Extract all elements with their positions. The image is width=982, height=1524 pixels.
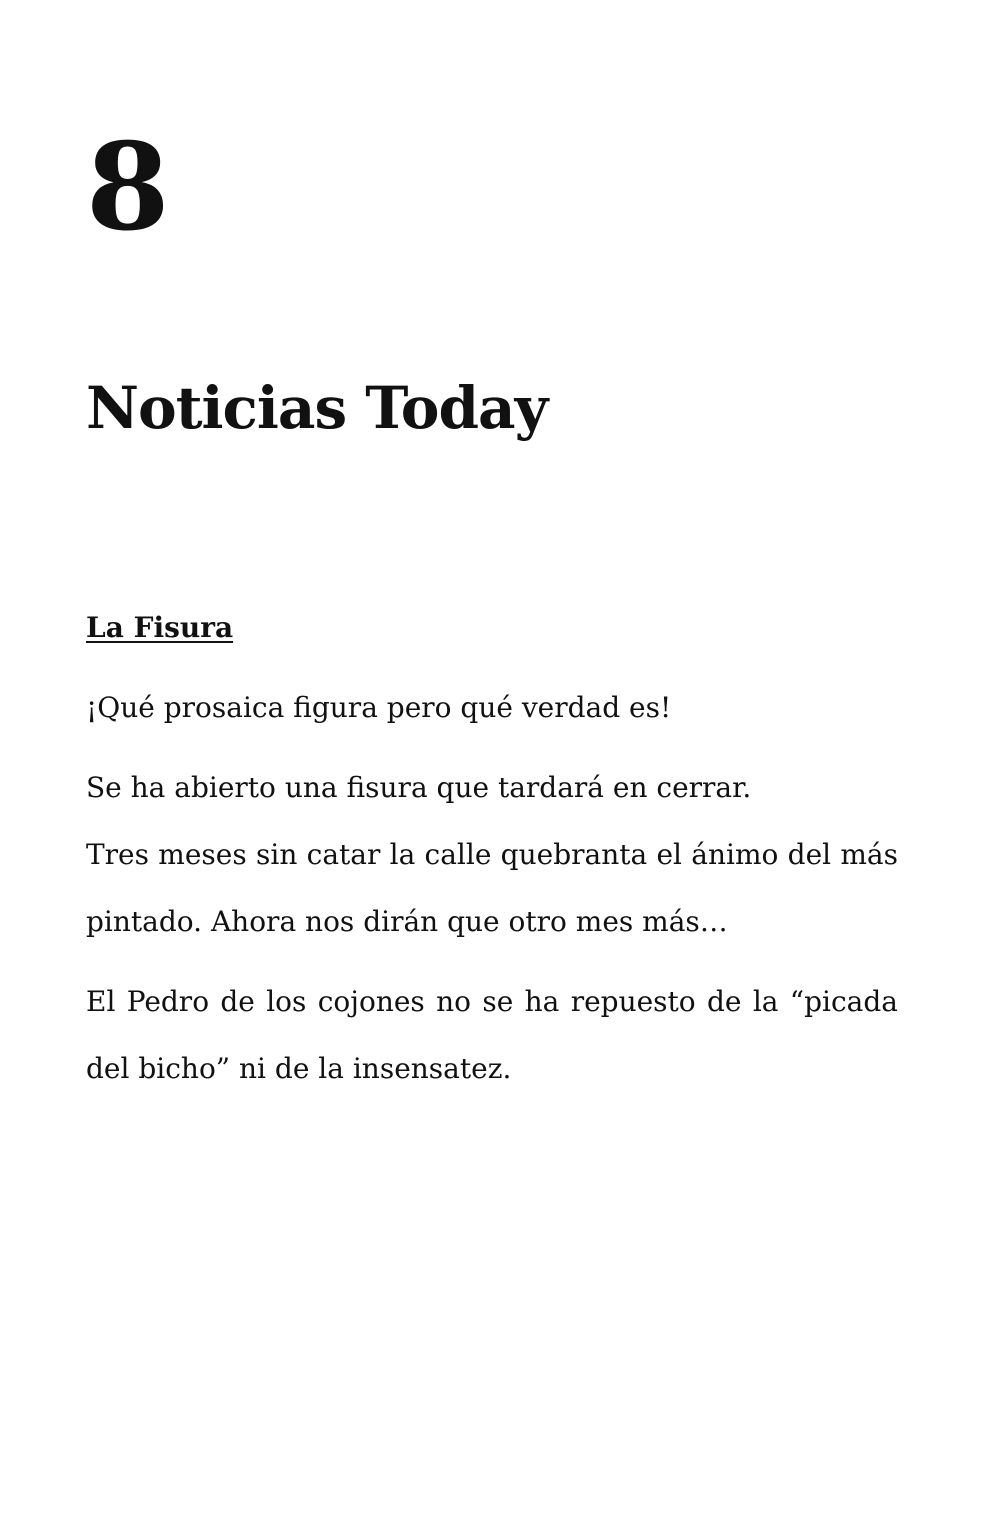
body-text <box>86 688 898 1115</box>
chapter-title: Noticias Today <box>86 374 548 442</box>
paragraph: ¡Qué prosaica figura pero qué verdad es! <box>86 691 672 724</box>
section-heading: La Fisura <box>86 611 234 644</box>
paragraph: Tres meses sin catar la calle quebranta el ánimo del más pintado. Ahora nos dirán que otro mes más… <box>86 838 898 938</box>
paragraph: El Pedro de los cojones no se ha repuesto de la “picada del bicho” ni de la insensatez. <box>86 985 898 1085</box>
paragraph: Se ha abierto una fisura que tardará en cerrar. <box>86 771 752 804</box>
chapter-number: 8 <box>86 117 170 258</box>
